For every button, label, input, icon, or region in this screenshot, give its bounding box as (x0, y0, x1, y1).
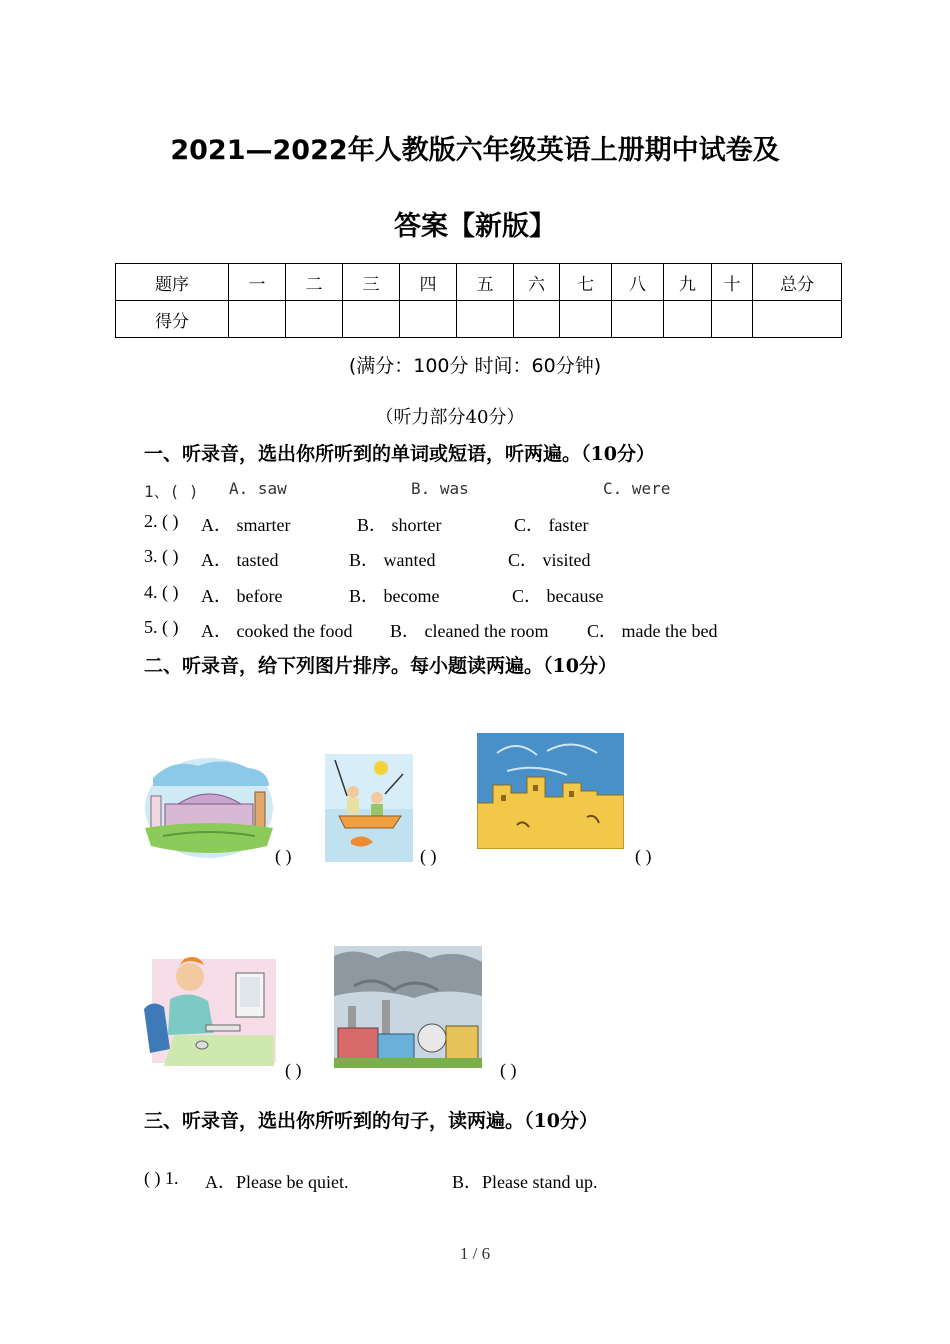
score-cell[interactable] (753, 301, 842, 338)
option-c[interactable]: C． visited (508, 550, 591, 570)
score-header-cell: 总分 (753, 264, 842, 301)
score-header-cell: 六 (514, 264, 560, 301)
option-b[interactable]: B．Please stand up. (452, 1172, 598, 1192)
score-row-label: 得分 (116, 301, 229, 338)
question-number: ( ) 1. (144, 1168, 179, 1188)
option-a[interactable]: A． smarter (201, 515, 291, 535)
option-a[interactable]: A． cooked the food (201, 621, 353, 641)
question-number: 2. ( ) (144, 511, 179, 531)
question-number: 1、( ) (144, 482, 199, 501)
answer-blank[interactable]: ( ) (285, 1060, 302, 1080)
exam-info: (满分：100分 时间：60分钟) (348, 355, 602, 377)
option-a[interactable]: A． before (201, 586, 283, 606)
question-number: 3. ( ) (144, 546, 179, 566)
option-b[interactable]: B． become (349, 586, 440, 606)
score-cell[interactable] (400, 301, 457, 338)
score-table (115, 263, 842, 338)
score-cell[interactable] (343, 301, 400, 338)
page-title-line2: 答案【新版】 (394, 211, 556, 242)
score-cell[interactable] (712, 301, 753, 338)
option-a[interactable]: A．Please be quiet. (205, 1172, 349, 1192)
score-header-cell: 十 (712, 264, 753, 301)
option-b[interactable]: B. was (411, 479, 469, 498)
score-header-cell: 三 (343, 264, 400, 301)
score-cell[interactable] (286, 301, 343, 338)
score-header-cell: 四 (400, 264, 457, 301)
score-cell[interactable] (514, 301, 560, 338)
windy-city-picture (477, 733, 624, 849)
section1-heading: 一、听录音，选出你所听到的单词或短语，听两遍。（10分） (144, 443, 655, 465)
option-a[interactable]: A. saw (229, 479, 287, 498)
answer-blank[interactable]: ( ) (635, 846, 652, 866)
option-b[interactable]: B． wanted (349, 550, 436, 570)
question-number: 5. ( ) (144, 617, 179, 637)
page-title-line1: 2021—2022年人教版六年级英语上册期中试卷及 (170, 135, 780, 166)
option-c[interactable]: C． made the bed (587, 621, 718, 641)
answer-blank[interactable]: ( ) (275, 846, 292, 866)
score-value-row (116, 301, 842, 338)
score-header-cell: 题序 (116, 264, 229, 301)
option-c[interactable]: C. were (603, 479, 671, 498)
score-header-row (116, 264, 842, 301)
option-b[interactable]: B． shorter (357, 515, 442, 535)
score-header-cell: 五 (457, 264, 514, 301)
question-number: 4. ( ) (144, 582, 179, 602)
score-cell[interactable] (560, 301, 612, 338)
option-a[interactable]: A． tasted (201, 550, 279, 570)
option-c[interactable]: C． because (512, 586, 604, 606)
score-header-cell: 八 (612, 264, 664, 301)
section3-heading: 三、听录音，选出你所听到的句子，读两遍。（10分） (144, 1110, 598, 1132)
answer-blank[interactable]: ( ) (420, 846, 437, 866)
option-b[interactable]: B． cleaned the room (390, 621, 549, 641)
fishing-picture (325, 754, 413, 862)
polluted-factory-picture (334, 946, 482, 1068)
score-header-cell: 一 (229, 264, 286, 301)
answer-blank[interactable]: ( ) (500, 1060, 517, 1080)
museum-picture (143, 756, 275, 860)
score-cell[interactable] (612, 301, 664, 338)
section2-heading: 二、听录音，给下列图片排序。每小题读两遍。（10分） (144, 655, 617, 677)
score-header-cell: 九 (664, 264, 712, 301)
score-header-cell: 二 (286, 264, 343, 301)
score-cell[interactable] (229, 301, 286, 338)
score-header-cell: 七 (560, 264, 612, 301)
score-cell[interactable] (664, 301, 712, 338)
woman-computer-picture (144, 949, 278, 1066)
option-c[interactable]: C． faster (514, 515, 589, 535)
page-number: 1 / 6 (459, 1244, 491, 1263)
listening-heading: （听力部分40分） (375, 407, 525, 428)
score-cell[interactable] (457, 301, 514, 338)
